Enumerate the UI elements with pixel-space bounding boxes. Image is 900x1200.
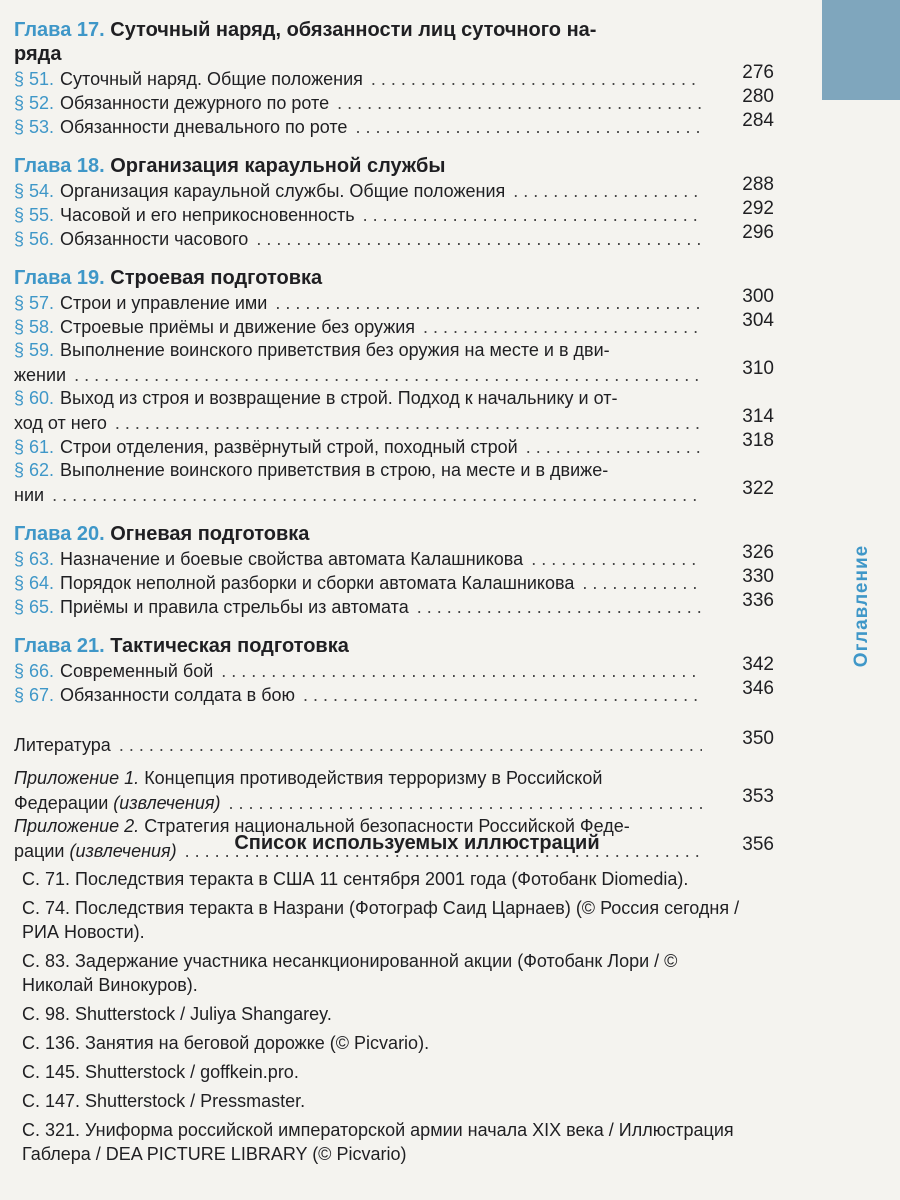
page-number: 310 [742,358,774,379]
leader-dots [355,117,702,138]
toc-entry-multiline[interactable]: § 59. Выполнение воинского приветствия без оружия на месте и в дви- [14,340,610,360]
chapter-title: Глава 19. Строевая подготовка [14,267,323,289]
illustration-credit: С. 136. Занятия на беговой дорожке (© Picvario). [22,1033,430,1053]
illustration-credit: С. 98. Shutterstock / Juliya Shangarey. [22,1004,332,1024]
toc-entry[interactable]: § 54. Организация караульной службы. Общие положения . . . 288 [14,178,774,202]
leader-dots [115,413,702,434]
toc-entry[interactable]: § 65. Приёмы и правила стрельбы из автомата . . . 336 [14,594,774,618]
leader-dots [275,293,702,314]
chapter-20 [14,522,774,618]
page-number: 288 [742,174,774,195]
side-section-label: Оглавление [851,544,872,668]
illustration-credit: С. 83. Задержание участника несанкционированной акции (Фотобанк Лори / © Николай Винокуров). [22,951,678,995]
page-number: 304 [742,310,774,331]
leader-dots [513,181,702,202]
page-number: 280 [742,86,774,107]
chapter-title: Глава 18. Организация караульной службы [14,155,446,177]
leader-dots [74,365,702,386]
page-number: 284 [742,110,774,131]
toc-entry-continuation: жении . . . 310 [14,362,774,386]
leader-dots [531,549,702,570]
toc-entry[interactable]: § 66. Современный бой . . . 342 [14,658,774,682]
page-number: 330 [742,566,774,587]
toc-entry[interactable]: § 61. Строи отделения, развёрнутый строй, походный строй . . . 318 [14,434,774,458]
leader-dots [256,229,702,250]
toc-entry[interactable]: § 56. Обязанности часового . . . 296 [14,226,774,250]
illustrations-title: Список используемых иллюстраций [234,832,600,854]
illustration-credit: С. 321. Униформа российской императорской армии начала XIX века / Иллюстрация Габлера / DEA PICTURE LIBRARY (© Picvario) [22,1120,734,1164]
leader-dots [371,69,702,90]
page-number: 314 [742,406,774,427]
toc-entry-multiline[interactable]: § 60. Выход из строя и возвращение в строй. Подход к начальнику и от- [14,388,618,408]
toc-entry[interactable]: § 53. Обязанности дневального по роте . . . 284 [14,114,774,138]
leader-dots [337,93,702,114]
table-of-contents [14,18,774,862]
page-number: 322 [742,478,774,499]
toc-entry-appendix-1[interactable]: Приложение 1. Концепция противодействия терроризму в Российской [14,768,603,788]
chapter-18 [14,154,774,250]
toc-entry-literature[interactable]: Литература . . . 350 [14,732,774,756]
chapter-title: Глава 21. Тактическая подготовка [14,635,349,657]
leader-dots [221,661,702,682]
leader-dots [423,317,702,338]
page-number: 356 [742,834,774,855]
toc-entry[interactable]: § 63. Назначение и боевые свойства автомата Калашникова . . . 326 [14,546,774,570]
leader-dots [52,485,702,506]
chapter-title: Глава 20. Огневая подготовка [14,523,310,545]
leader-dots [119,735,702,756]
chapter-19 [14,266,774,506]
page-number: 350 [742,728,774,749]
toc-entry[interactable]: § 58. Строевые приёмы и движение без оружия . . . 304 [14,314,774,338]
page-number: 326 [742,542,774,563]
leader-dots [526,437,702,458]
page-number: 353 [742,786,774,807]
illustration-credit: С. 71. Последствия теракта в США 11 сентября 2001 года (Фотобанк Diomedia). [22,869,689,889]
toc-entry-continuation: Федерации (извлечения) . . . 353 [14,790,774,814]
page-number: 296 [742,222,774,243]
toc-entry-appendix-2[interactable]: Приложение 2. Стратегия национальной безопасности Российской Феде- [14,816,630,836]
illustrations-list [22,832,742,1171]
chapter-17 [14,18,774,138]
toc-entry[interactable]: § 64. Порядок неполной разборки и сборки автомата Калашникова . . . 330 [14,570,774,594]
leader-dots [303,685,702,706]
corner-color-tab [822,0,900,100]
page-number: 318 [742,430,774,451]
page-number: 342 [742,654,774,675]
page-number: 292 [742,198,774,219]
leader-dots [582,573,702,594]
toc-entry[interactable]: § 57. Строи и управление ими . . . 300 [14,290,774,314]
page-number: 276 [742,62,774,83]
toc-entry[interactable]: § 52. Обязанности дежурного по роте . . . 280 [14,90,774,114]
toc-entry-multiline[interactable]: § 62. Выполнение воинского приветствия в строю, на месте и в движе- [14,460,609,480]
toc-entry-continuation: ход от него . . . 314 [14,410,774,434]
illustration-credit: С. 147. Shutterstock / Pressmaster. [22,1091,306,1111]
leader-dots [417,597,702,618]
chapter-title: Глава 17. Суточный наряд, обязанности лиц суточного на- ряда [14,19,597,65]
toc-entry-continuation: рации (извлечения) . . . 356 [14,838,774,862]
toc-entry[interactable]: § 67. Обязанности солдата в бою . . . 346 [14,682,774,706]
toc-entry-continuation: нии . . . 322 [14,482,774,506]
toc-entry[interactable]: § 55. Часовой и его неприкосновенность . . . 292 [14,202,774,226]
illustration-credit: С. 145. Shutterstock / goffkein.pro. [22,1062,299,1082]
illustration-credit: С. 74. Последствия теракта в Назрани (Фотограф Саид Царнаев) (© Россия сегодня / РИА Новости). [22,898,740,942]
leader-dots [363,205,702,226]
page-number: 300 [742,286,774,307]
page-number: 346 [742,678,774,699]
page-number: 336 [742,590,774,611]
toc-entry[interactable]: § 51. Суточный наряд. Общие положения . . . 276 [14,66,774,90]
chapter-21 [14,634,774,706]
leader-dots [228,793,702,814]
